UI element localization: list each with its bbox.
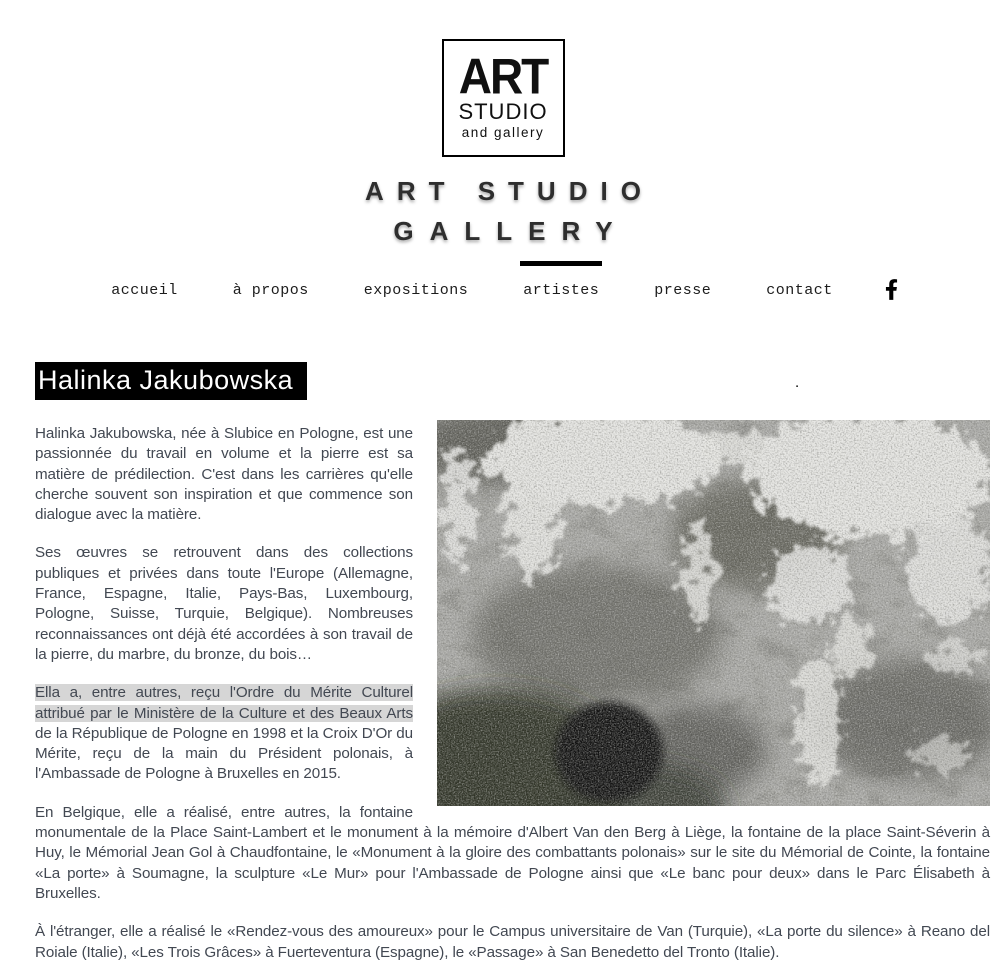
paragraph-etranger: À l'étranger, elle a réalisé le «Rendez-vous des amoureux» pour le Campus universitaire de Van (Turquie), «La porte du silence» à Reano del Roiale (Italie), «Les Trois Grâces» à Fuerteventura (Espagne), le «Passage» à San Benedetto del Tronto (Italie). (35, 923, 990, 961)
page-title-row (35, 362, 990, 400)
page-title: Halinka Jakubowska (35, 362, 307, 400)
nav-item-expositions[interactable]: expositions (363, 282, 469, 299)
site-title-line1: ART STUDIO (365, 176, 654, 206)
main-nav (0, 261, 1006, 302)
paragraph-intro: Halinka Jakubowska, née à Slubice en Pologne, est une passionnée du travail en volume et la pierre est sa matière de prédilection. C'est dans les carrières qu'elle cherche souvent son inspiration et que commence son dialogue avec la matière. (35, 425, 413, 524)
highlighted-text: Ella a, entre autres, reçu l'Ordre du Mérite Culturel attribué par le Ministère de la Culture et des Beaux Arts (35, 684, 413, 722)
stray-mark: . (795, 374, 800, 391)
nav-item-accueil[interactable]: accueil (111, 282, 178, 299)
logo-studio-text: STUDIO (458, 98, 548, 124)
nav-item-a-propos[interactable]: à propos (232, 282, 309, 299)
site-title-line2: GALLERY (393, 216, 629, 246)
paragraph-collections: Ses œuvres se retrouvent dans des collections publiques et privées dans toute l'Europe (Allemagne, France, Espagne, Italie, Pays-Bas, Luxembourg, Pologne, Suisse, Turquie, Belgique). Nombreuses reconnaissances ont déjà été accordées à son travail de la pierre, du marbre, du bronze, du bois… (35, 544, 413, 663)
nav-item-contact[interactable]: contact (766, 282, 833, 299)
paragraph-distinctions-rest: de la République de Pologne en 1998 et la Croix D'Or du Mérite, reçu de la main du Président polonais, à l'Ambassade de Pologne à Bruxelles en 2015. (35, 724, 413, 783)
logo-and-gallery-text: and gallery (461, 124, 545, 140)
logo-art-text: ART (458, 48, 548, 105)
nav-item-artistes[interactable]: artistes (520, 261, 602, 302)
paragraph-belgique: En Belgique, elle a réalisé, entre autres, la fontaine monumentale de la Place Saint-Lambert et le monument à la mémoire d'Albert Van den Berg à Liège, la fontaine de la place Saint-Séverin à Huy, le Mémorial Jean Gol à Chaudfontaine, le «Monument à la gloire des combattants polonais» sur le site du Mémorial de Cointe, la fontaine «La porte» à Soumagne, la sculpture «Le Mur» pour l'Ambassade de Pologne ainsi que «Le banc pour deux» dans le Parc Élisabeth à Bruxelles. (35, 803, 990, 902)
site-logo[interactable] (442, 39, 565, 157)
site-title (0, 171, 1006, 251)
site-header (0, 0, 1006, 302)
facebook-icon[interactable] (885, 261, 898, 300)
main-content (35, 362, 990, 963)
stone-texture-image (437, 420, 990, 806)
nav-item-presse[interactable]: presse (654, 282, 712, 299)
